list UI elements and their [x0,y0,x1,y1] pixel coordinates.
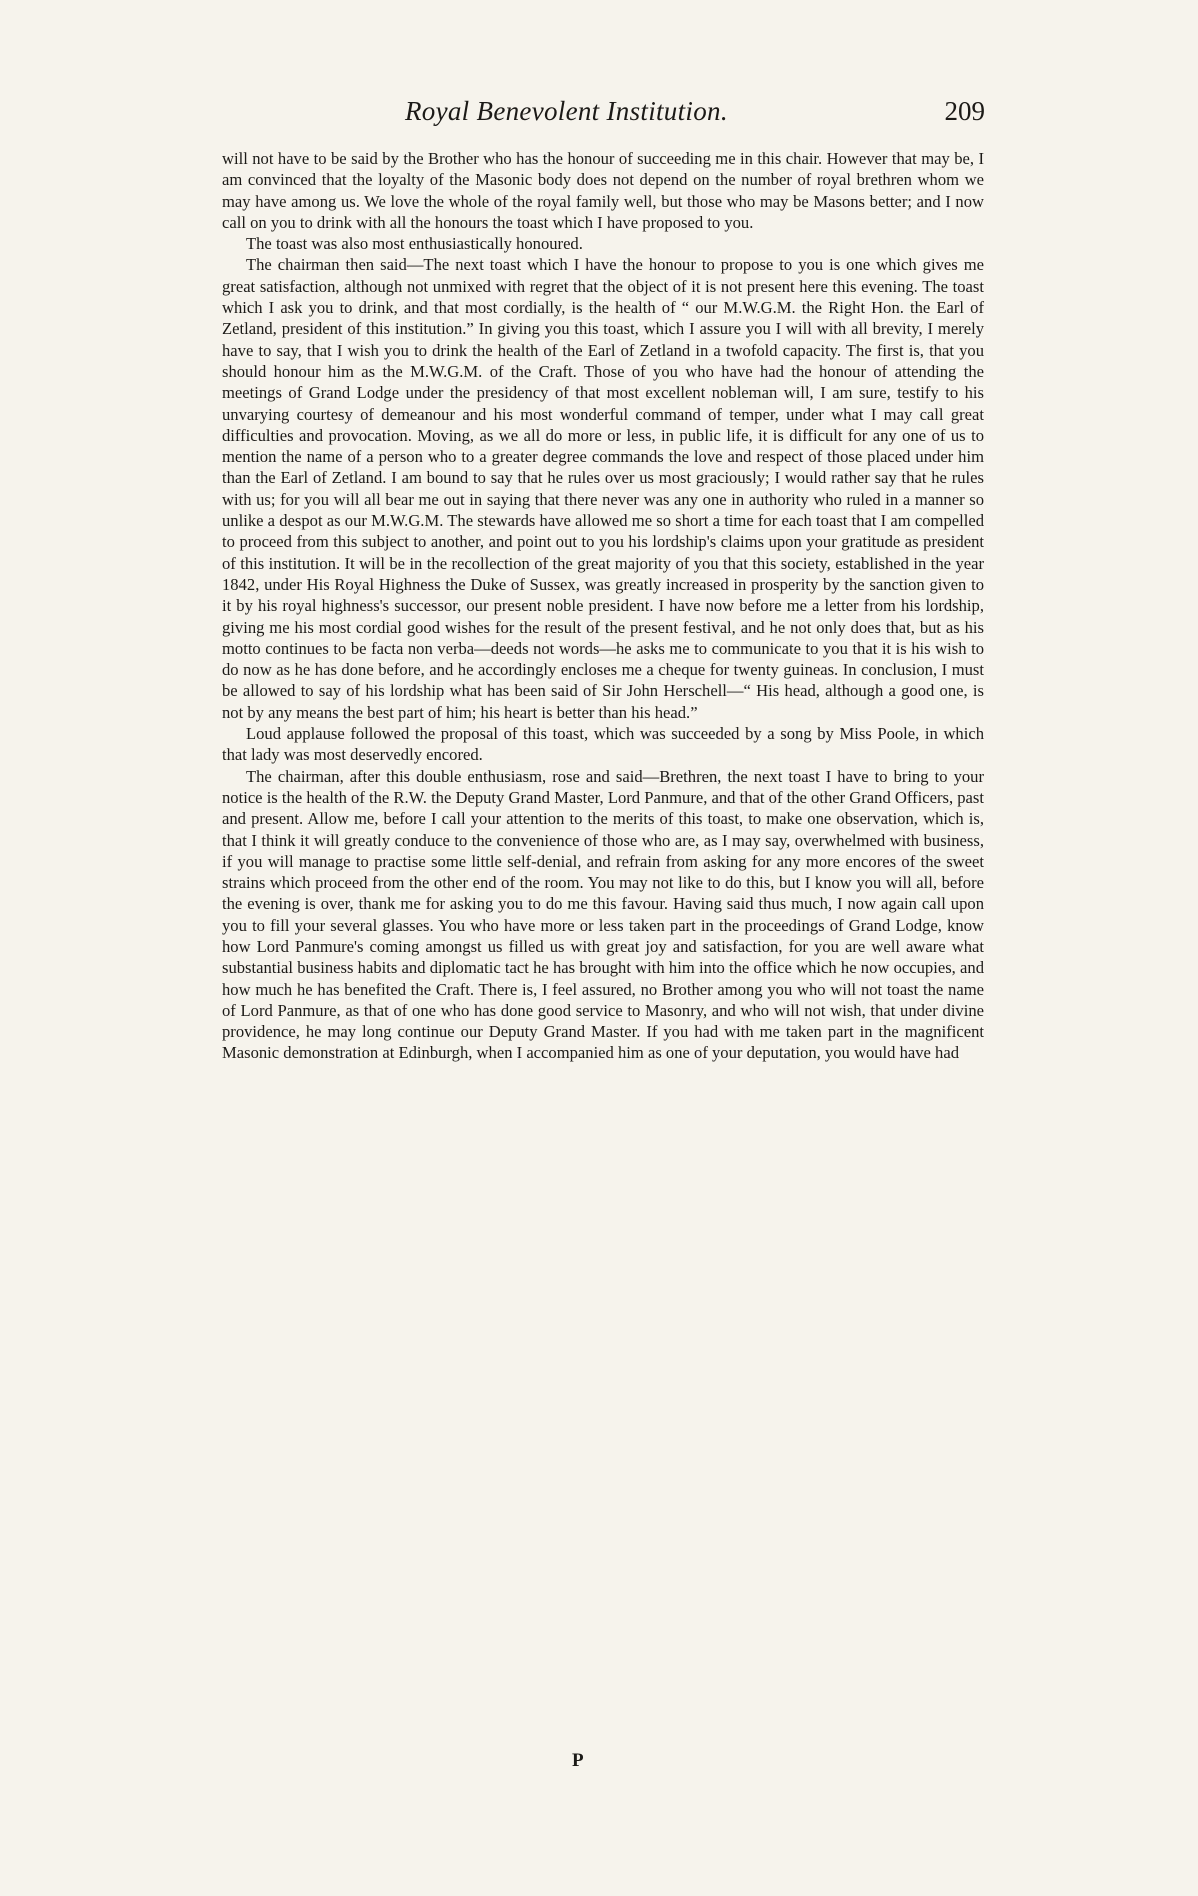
paragraph-5: The chairman, after this double enthusiasm, rose and said—Brethren, the next toast I have to bring to your notice is the health of the R.W. the Deputy Grand Master, Lord Panmure, and that of the other Grand Officers, past and present. Allow me, before I call your attention to the merits of this toast, to make one observation, which is, that I think it will greatly conduce to the convenience of those who are, as I may say, overwhelmed with business, if you will manage to practise some little self-denial, and refrain from asking for any more encores of the sweet strains which proceed from the other end of the room. You may not like to do this, but I know you will all, before the evening is over, thank me for asking you to do me this favour. Having said thus much, I now again call upon you to fill your several glasses. You who have more or less taken part in the proceedings of Grand Lodge, know how Lord Panmure's coming amongst us filled us with great joy and satisfaction, for you are well aware what substantial business habits and diplomatic tact he has brought with him into the office which he now occupies, and how much he has benefited the Craft. There is, I feel assured, no Brother among you who will not toast the name of Lord Panmure, as that of one who has done good service to Masonry, and who will not wish, that under divine providence, he may long continue our Deputy Grand Master. If you had with me taken part in the magnificent Masonic demonstration at Edinburgh, when I accompanied him as one of your deputation, you would have had [222,766,984,1063]
signature-mark: P [572,1750,584,1771]
page-header [215,96,985,136]
paragraph-2: The toast was also most enthusiastically honoured. [246,234,583,254]
paragraph-4: Loud applause followed the proposal of this toast, which was succeeded by a song by Miss Poole, in which that lady was most deservedly encored. [222,724,984,765]
paragraph-3: The chairman then said—The next toast which I have the honour to propose to you is one which gives me great satisfaction, although not unmixed with regret that the object of it is not present here this evening. The toast which I ask you to drink, and that most cordially, is the health of “ our M.W.G.M. the Right Hon. the Earl of Zetland, president of this institution.” In giving you this toast, which I assure you I will with all brevity, I merely have to say, that I wish you to drink the health of the Earl of Zetland in a twofold capacity. The first is, that you should honour him as the M.W.G.M. of the Craft. Those of you who have had the honour of attending the meetings of Grand Lodge under the presidency of that most excellent nobleman will, I am sure, testify to his unvarying courtesy of demeanour and his most wonderful command of temper, under what I may call great difficulties and provocation. Moving, as we all do more or less, in public life, it is difficult for any one of us to mention the name of a person who to a greater degree commands the love and respect of those placed under him than the Earl of Zetland. I am bound to say that he rules over us most graciously; I would rather say that he rules with us; for you will all bear me out in saying that there never was any one in authority who ruled in a manner so unlike a despot as our M.W.G.M. The stewards have allowed me so short a time for each toast that I am compelled to proceed from this subject to another, and point out to you his lordship's claims upon your gratitude as president of this institution. It will be in the recollection of the great majority of you that this society, established in the year 1842, under His Royal Highness the Duke of Sussex, was greatly increased in prosperity by the sanction given to it by his royal highness's successor, our present noble president. I have now before me a letter from his lordship, giving me his most cordial good wishes for the result of the present festival, and he not only does that, but as his motto continues to be facta non verba—deeds not words—he asks me to communicate to you that it is his wish to do now as he has done before, and he accordingly encloses me a cheque for twenty guineas. In conclusion, I must be allowed to say of his lordship what has been said of Sir John Herschell—“ His head, although a good one, is not by any means the best part of him; his heart is better than his head.” [222,255,984,722]
body-text [222,148,984,1064]
page-number: 209 [944,96,985,126]
running-title: Royal Benevolent Institution. [405,96,728,126]
paragraph-1: will not have to be said by the Brother who has the honour of succeeding me in this chair. However that may be, I am convinced that the loyalty of the Masonic body does not depend on the number of royal brethren whom we may have among us. We love the whole of the royal family well, but those who may be Masons better; and I now call on you to drink with all the honours the toast which I have proposed to you. [222,149,984,232]
